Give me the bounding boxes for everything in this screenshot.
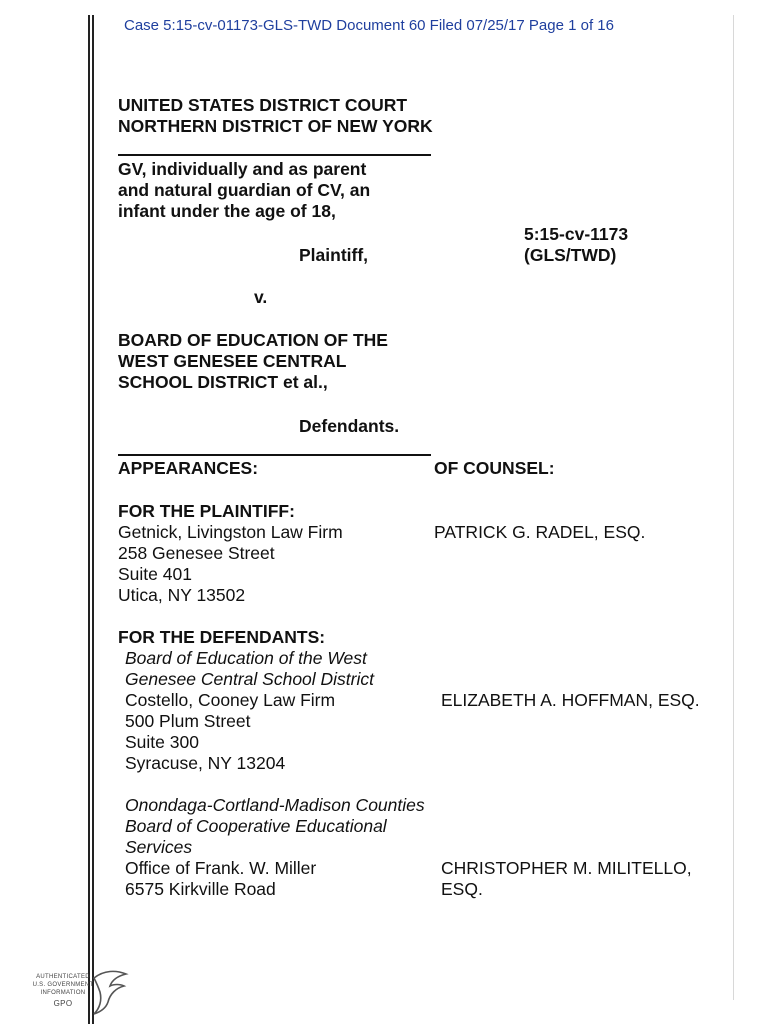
plaintiff-line: infant under the age of 18, (118, 201, 336, 221)
defendant-label: Defendants. (299, 416, 400, 436)
address-line: Suite 401 (118, 564, 192, 584)
of-counsel-heading: OF COUNSEL: (434, 458, 555, 478)
counsel-name: ESQ. (441, 879, 483, 899)
party-line: Services (125, 837, 193, 857)
address-line: 258 Genesee Street (118, 543, 275, 563)
court-district: NORTHERN DISTRICT OF NEW YORK (118, 116, 433, 136)
margin-bar-left (88, 15, 90, 1024)
case-number: 5:15-cv-1173 (524, 224, 629, 244)
address-line: Costello, Cooney Law Firm (125, 690, 336, 710)
party-line: Onondaga-Cortland-Madison Counties (125, 795, 425, 815)
court-name: UNITED STATES DISTRICT COURT (118, 95, 408, 115)
case-header: Case 5:15-cv-01173-GLS-TWD Document 60 Filed 07/25/17 Page 1 of 16 (124, 17, 614, 34)
margin-bar-right (92, 15, 94, 1024)
defendants-section-heading: FOR THE DEFENDANTS: (118, 627, 326, 647)
party-line: Board of Cooperative Educational (125, 816, 387, 836)
address-line: Syracuse, NY 13204 (125, 753, 286, 773)
plaintiff-section-heading: FOR THE PLAINTIFF: (118, 501, 295, 521)
address-line: 6575 Kirkville Road (125, 879, 276, 899)
address-line: Utica, NY 13502 (118, 585, 246, 605)
seal-text: AUTHENTICATED (36, 974, 90, 980)
judge-initials: (GLS/TWD) (524, 245, 617, 265)
plaintiff-line: and natural guardian of CV, an (118, 180, 371, 200)
eagle-icon (90, 968, 130, 1016)
counsel-name: PATRICK G. RADEL, ESQ. (434, 522, 646, 542)
plaintiff-label: Plaintiff, (299, 245, 369, 265)
address-line: 500 Plum Street (125, 711, 251, 731)
versus: v. (254, 287, 268, 307)
seal-text: GPO (53, 999, 73, 1008)
counsel-name: CHRISTOPHER M. MILITELLO, (441, 858, 692, 878)
party-line: Genesee Central School District (125, 669, 374, 689)
seal-text: U.S. GOVERNMENT (32, 982, 94, 988)
caption-rule-bottom (118, 454, 431, 456)
page-edge (733, 15, 734, 1000)
plaintiff-line: GV, individually and as parent (118, 159, 367, 179)
address-line: Suite 300 (125, 732, 199, 752)
address-line: Getnick, Livingston Law Firm (118, 522, 343, 542)
address-line: Office of Frank. W. Miller (125, 858, 317, 878)
party-line: Board of Education of the West (125, 648, 367, 668)
defendant-line: SCHOOL DISTRICT et al., (118, 372, 328, 392)
caption-rule-top (118, 154, 431, 156)
defendant-line: BOARD OF EDUCATION OF THE (118, 330, 388, 350)
defendant-line: WEST GENESEE CENTRAL (118, 351, 347, 371)
seal-text: INFORMATION (40, 990, 86, 996)
appearances-heading: APPEARANCES: (118, 458, 259, 478)
gpo-seal (28, 968, 138, 1018)
counsel-name: ELIZABETH A. HOFFMAN, ESQ. (441, 690, 700, 710)
